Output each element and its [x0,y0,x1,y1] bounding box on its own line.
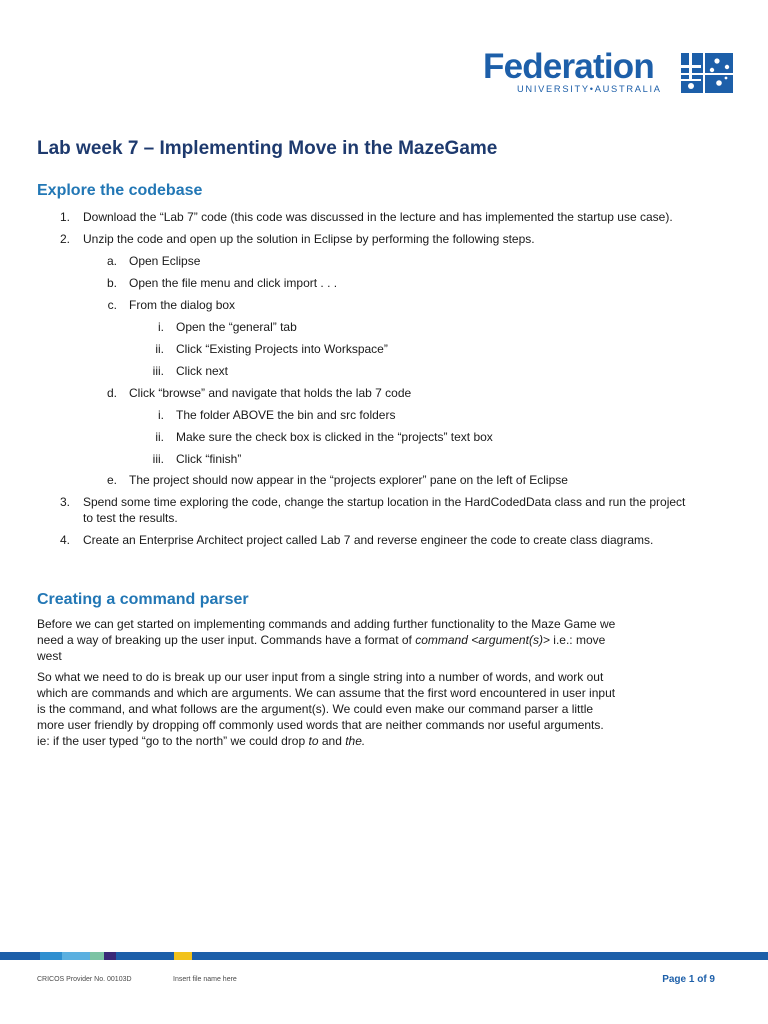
footer-page-number: Page 1 of 9 [662,974,715,985]
list-marker: i. [158,320,164,334]
footer-filename: Insert file name here [173,976,237,983]
list-marker: c. [107,298,117,312]
footer-bar-segment [208,952,768,960]
paragraph-parser-details [37,669,667,749]
footer-bar-segment [104,952,116,960]
list-item-continuation: to test the results. [83,511,178,525]
paragraph-intro [37,616,667,664]
text-line: So what we need to do is break up our user input from a single string into a number of words, and work out [37,670,604,684]
text-line [37,632,667,648]
list-marker: ii. [155,342,164,356]
list-item: The project should now appear in the “projects explorer” pane on the left of Eclipse [129,473,568,487]
southern-cross-flag-icon [681,53,733,93]
text-line: more user friendly by dropping off commonly used words that are neither commands nor useful arguments. [37,718,604,732]
section-heading-command-parser: Creating a command parser [37,591,249,608]
list-item: Click next [176,364,229,378]
word-emphasis: the. [345,734,366,748]
list-marker: b. [106,276,117,290]
list-marker: e. [106,473,117,487]
list-item: Spend some time exploring the code, change the startup location in the HardCodedData class and run the project [83,495,686,509]
page-title: Lab week 7 – Implementing Move in the MazeGame [37,138,498,159]
footer-bar-segment [174,952,192,960]
section-heading-explore: Explore the codebase [37,182,203,199]
text-line [37,733,667,749]
list-item: Click “Existing Projects into Workspace” [176,342,388,356]
logo-subline: UNIVERSITY•AUSTRALIA [517,84,662,94]
list-item: Download the “Lab 7” code (this code was discussed in the lecture and has implemented the startup use case). [83,210,673,224]
footer-bar-segment [192,952,208,960]
list-marker: 2. [59,232,70,246]
text-line: west [37,649,62,663]
footer-bar-segment [0,952,40,960]
text-span: ie: if the user typed “go to the north” we could drop [37,734,309,748]
footer-bar-segment [116,952,174,960]
list-marker: 4. [59,533,70,547]
list-item: Make sure the check box is clicked in the “projects” text box [176,430,493,444]
text-span: need a way of breaking up the user input. Commands have a format of [37,633,416,647]
list-marker: ii. [155,430,164,444]
text-line: is the command, and what follows are the argument(s). We could even make our command parser a little [37,702,594,716]
list-item: Open the file menu and click import . . . [129,276,338,290]
list-item: Unzip the code and open up the solution in Eclipse by performing the following steps. [83,232,535,246]
list-item: Click “browse” and navigate that holds the lab 7 code [129,386,412,400]
list-marker: iii. [152,452,164,466]
list-marker: iii. [152,364,164,378]
text-span: and [318,734,346,748]
list-marker: 3. [59,495,70,509]
list-marker: 1. [59,210,70,224]
list-marker: d. [106,386,117,400]
footer-bar-segment [62,952,90,960]
federation-logo [483,48,733,100]
footer-cricos: CRICOS Provider No. 00103D [37,976,132,983]
list-item: The folder ABOVE the bin and src folders [176,408,396,422]
list-item: Create an Enterprise Architect project called Lab 7 and reverse engineer the code to create class diagrams. [83,533,654,547]
text-line: Before we can get started on implementing commands and adding further functionality to the Maze Game we [37,617,616,631]
list-item: Open the “general” tab [176,320,297,334]
word-emphasis: to [308,734,319,748]
command-format-emphasis: command <argument(s)> [415,633,550,647]
footer-bar-segment [90,952,104,960]
list-item: From the dialog box [129,298,236,312]
text-span: i.e.: move [549,633,606,647]
footer-color-bar [0,952,768,960]
list-item: Open Eclipse [129,254,201,268]
list-item: Click “finish” [176,452,242,466]
logo-wordmark: Federation [483,47,654,86]
footer-bar-segment [40,952,62,960]
list-marker: i. [158,408,164,422]
text-line: which are commands and which are arguments. We can assume that the first word encountered in user input [37,686,616,700]
list-marker: a. [106,254,117,268]
